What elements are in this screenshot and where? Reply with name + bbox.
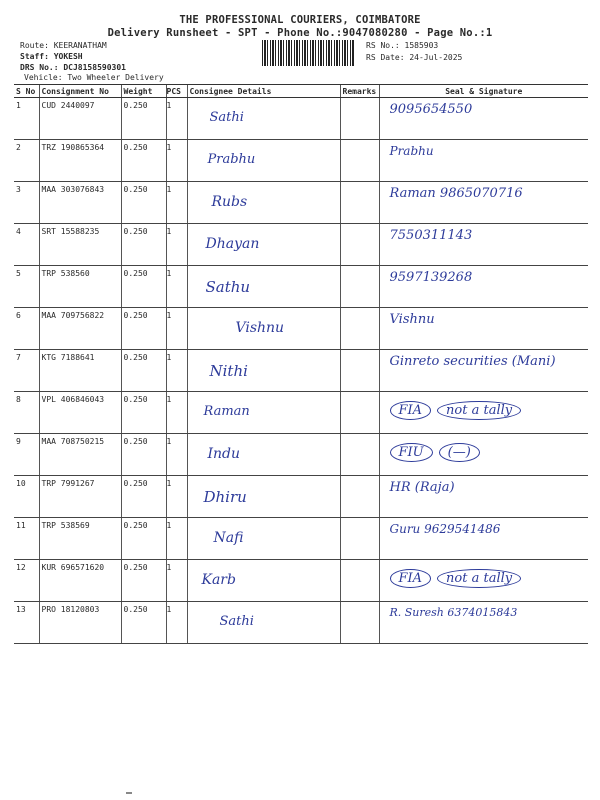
cell-consignment: PRO 18120803 [39, 602, 121, 644]
seal-signature: 7550311143 [389, 228, 473, 243]
rs-date-line: RS Date: 24-Jul-2025 [366, 53, 463, 62]
cell-sno: 2 [14, 140, 39, 182]
cell-seal-signature [379, 98, 588, 140]
table-row [14, 476, 588, 518]
cell-pcs: 1 [166, 518, 187, 560]
cell-consignee [187, 602, 340, 644]
cell-weight: 0.250 [121, 182, 166, 224]
cell-consignee [187, 434, 340, 476]
table-row [14, 602, 588, 644]
seal-stamp: not a tally [437, 569, 521, 588]
table-row [14, 518, 588, 560]
cell-weight: 0.250 [121, 266, 166, 308]
cell-sno: 11 [14, 518, 39, 560]
cell-remarks [340, 476, 379, 518]
col-pcs: PCS [166, 85, 187, 98]
company-title: THE PROFESSIONAL COURIERS, COIMBATORE [179, 14, 421, 26]
table-row [14, 266, 588, 308]
cell-pcs: 1 [166, 476, 187, 518]
vehicle-line: Vehicle: Two Wheeler Delivery [24, 73, 164, 82]
consignee-signature: Raman [203, 404, 250, 419]
cell-consignment: MAA 303076843 [39, 182, 121, 224]
cell-remarks [340, 392, 379, 434]
cell-seal-signature [379, 266, 588, 308]
cell-sno: 5 [14, 266, 39, 308]
cell-sno: 7 [14, 350, 39, 392]
cell-consignee [187, 518, 340, 560]
cell-weight: 0.250 [121, 308, 166, 350]
cell-pcs: 1 [166, 182, 187, 224]
cell-seal-signature [379, 518, 588, 560]
cell-consignee [187, 266, 340, 308]
cell-pcs: 1 [166, 602, 187, 644]
cell-weight: 0.250 [121, 476, 166, 518]
cell-remarks [340, 560, 379, 602]
cell-consignment: MAA 709756822 [39, 308, 121, 350]
table-row [14, 224, 588, 266]
cell-pcs: 1 [166, 392, 187, 434]
table-row [14, 392, 588, 434]
cell-consignee [187, 476, 340, 518]
cell-remarks [340, 140, 379, 182]
seal-signature: 9095654550 [389, 102, 473, 117]
consignee-signature: Prabhu [207, 152, 256, 167]
cell-weight: 0.250 [121, 518, 166, 560]
cell-seal-signature [379, 350, 588, 392]
col-consignment: Consignment No [39, 85, 121, 98]
seal-signature [390, 569, 528, 588]
cell-sno: 10 [14, 476, 39, 518]
cell-remarks [340, 98, 379, 140]
cell-weight: 0.250 [121, 98, 166, 140]
cell-sno: 13 [14, 602, 39, 644]
cell-weight: 0.250 [121, 392, 166, 434]
cell-pcs: 1 [166, 350, 187, 392]
table-row [14, 434, 588, 476]
cell-pcs: 1 [166, 224, 187, 266]
table-row [14, 140, 588, 182]
cell-weight: 0.250 [121, 602, 166, 644]
runsheet-table [14, 84, 588, 644]
cell-seal-signature [379, 308, 588, 350]
cell-consignment: TRP 538569 [39, 518, 121, 560]
seal-signature: Raman 9865070716 [389, 186, 523, 201]
cell-remarks [340, 434, 379, 476]
cell-consignment: SRT 15588235 [39, 224, 121, 266]
cell-pcs: 1 [166, 266, 187, 308]
cell-remarks [340, 182, 379, 224]
consignee-signature: Karb [201, 572, 236, 588]
col-sno: S No [14, 85, 39, 98]
cell-remarks [340, 518, 379, 560]
table-row [14, 560, 588, 602]
cell-seal-signature [379, 476, 588, 518]
cell-consignment: TRP 538560 [39, 266, 121, 308]
cell-consignment: TRP 7991267 [39, 476, 121, 518]
consignee-signature: Vishnu [235, 320, 285, 336]
consignee-signature: Indu [207, 446, 241, 462]
table-row [14, 308, 588, 350]
col-remarks: Remarks [340, 85, 379, 98]
seal-stamp: not a tally [437, 401, 521, 420]
cell-remarks [340, 350, 379, 392]
cell-pcs: 1 [166, 434, 187, 476]
cell-pcs: 1 [166, 308, 187, 350]
cell-weight: 0.250 [121, 434, 166, 476]
consignee-signature: Sathu [205, 278, 251, 296]
seal-stamp: FIA [390, 401, 432, 420]
cell-remarks [340, 308, 379, 350]
route-line: Route: KEERANATHAM [20, 41, 107, 50]
cell-seal-signature [379, 560, 588, 602]
cell-consignment: MAA 708750215 [39, 434, 121, 476]
cell-sno: 3 [14, 182, 39, 224]
cell-consignee [187, 392, 340, 434]
cell-seal-signature [379, 602, 588, 644]
seal-signature: Vishnu [389, 312, 435, 327]
seal-signature: Prabhu [389, 144, 434, 158]
col-weight: Weight [121, 85, 166, 98]
scan-mark [126, 792, 132, 794]
cell-remarks [340, 602, 379, 644]
cell-remarks [340, 224, 379, 266]
cell-weight: 0.250 [121, 560, 166, 602]
consignee-signature: Rubs [211, 194, 248, 210]
cell-weight: 0.250 [121, 140, 166, 182]
table-header-row [14, 85, 588, 98]
cell-weight: 0.250 [121, 224, 166, 266]
barcode [262, 40, 354, 66]
drs-line: DRS No.: DCJ8158590301 [20, 63, 126, 72]
seal-stamp: (—) [439, 443, 480, 462]
seal-signature: HR (Raja) [389, 480, 455, 495]
cell-sno: 1 [14, 98, 39, 140]
cell-consignment: KTG 7188641 [39, 350, 121, 392]
cell-consignment: TRZ 190865364 [39, 140, 121, 182]
cell-pcs: 1 [166, 98, 187, 140]
cell-consignment: CUD 2440097 [39, 98, 121, 140]
seal-stamp: FIU [390, 443, 433, 462]
rs-no-line: RS No.: 1585903 [366, 41, 439, 50]
col-seal: Seal & Signature [379, 85, 588, 98]
cell-sno: 4 [14, 224, 39, 266]
cell-sno: 9 [14, 434, 39, 476]
table-row [14, 182, 588, 224]
cell-consignee [187, 182, 340, 224]
cell-pcs: 1 [166, 140, 187, 182]
col-consignee: Consignee Details [187, 85, 340, 98]
cell-consignee [187, 224, 340, 266]
staff-line: Staff: YOKESH [20, 52, 83, 61]
table-row [14, 350, 588, 392]
cell-sno: 8 [14, 392, 39, 434]
cell-remarks [340, 266, 379, 308]
cell-weight: 0.250 [121, 350, 166, 392]
cell-consignee [187, 98, 340, 140]
cell-seal-signature [379, 182, 588, 224]
cell-consignee [187, 308, 340, 350]
consignee-signature: Sathi [209, 110, 244, 125]
consignee-signature: Nithi [209, 362, 248, 380]
consignee-signature: Nafi [213, 530, 244, 546]
seal-signature [390, 401, 528, 420]
cell-sno: 12 [14, 560, 39, 602]
cell-pcs: 1 [166, 560, 187, 602]
consignee-signature: Dhayan [205, 236, 260, 252]
cell-consignment: KUR 696571620 [39, 560, 121, 602]
cell-seal-signature [379, 392, 588, 434]
seal-signature: Guru 9629541486 [389, 522, 501, 536]
cell-seal-signature [379, 224, 588, 266]
cell-consignee [187, 560, 340, 602]
seal-signature: Ginreto securities (Mani) [389, 354, 556, 369]
consignee-signature: Sathi [219, 614, 254, 629]
seal-signature: R. Suresh 6374015843 [389, 606, 518, 619]
seal-stamp: FIA [390, 569, 432, 588]
cell-seal-signature [379, 140, 588, 182]
cell-consignee [187, 140, 340, 182]
cell-sno: 6 [14, 308, 39, 350]
seal-signature [390, 443, 486, 462]
consignee-signature: Dhiru [203, 488, 247, 506]
cell-consignment: VPL 406846043 [39, 392, 121, 434]
cell-seal-signature [379, 434, 588, 476]
runsheet-subtitle: Delivery Runsheet - SPT - Phone No.:9047080280 - Page No.:1 [107, 27, 493, 39]
seal-signature: 9597139268 [389, 270, 473, 285]
cell-consignee [187, 350, 340, 392]
table-row [14, 98, 588, 140]
